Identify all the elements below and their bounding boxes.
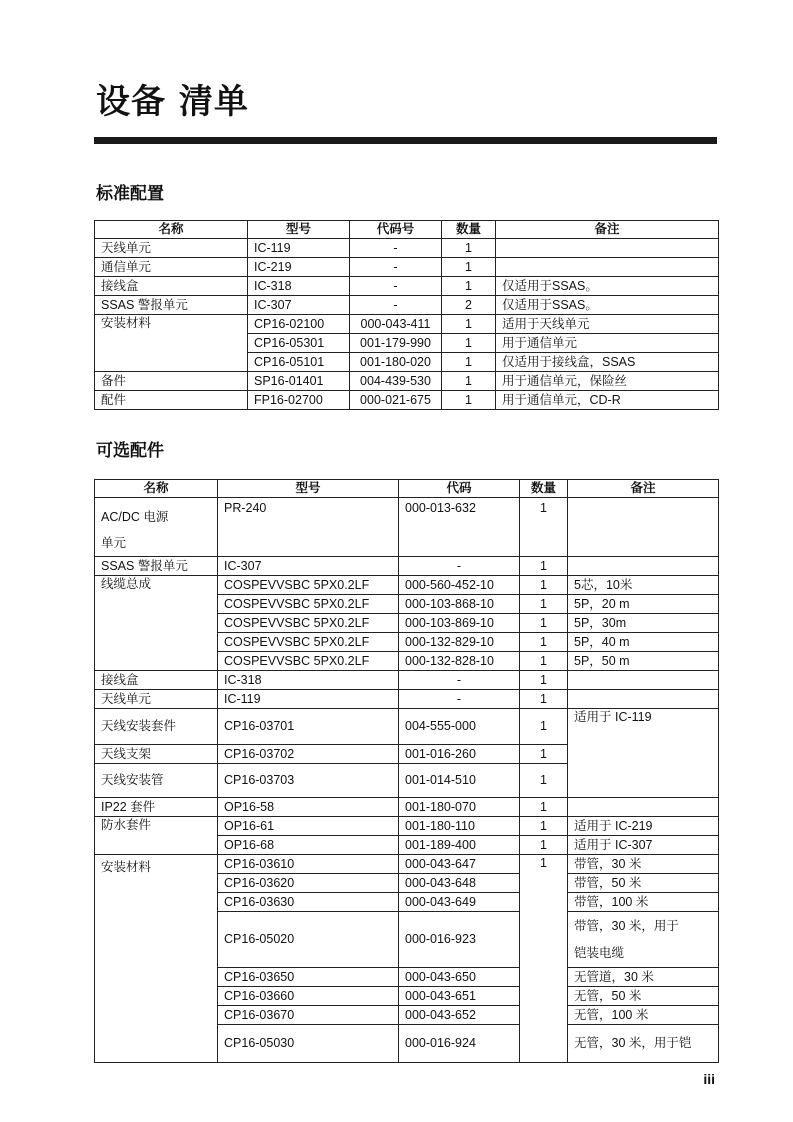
cell-name: 安装材料 [95,315,248,372]
cell-remark [568,690,719,709]
cell-model: OP16-68 [218,836,399,855]
cell-name: 天线安装套件 [95,709,218,745]
cell-name: 线缆总成 [95,576,218,671]
cell-remark [568,557,719,576]
cell-name: SSAS 警报单元 [95,296,248,315]
cell-qty: 1 [442,277,496,296]
cell-code: 000-016-923 [399,912,520,968]
cell-code: - [350,258,442,277]
table-row [95,855,719,874]
cell-model: COSPEVVSBC 5PX0.2LF [218,576,399,595]
cell-remark [568,912,719,968]
cell-model: IC-307 [218,557,399,576]
cell-remark: 5芯，10米 [568,576,719,595]
page-number: iii [703,1071,715,1087]
cell-name: 防水套件 [95,817,218,855]
cell-qty: 1 [520,652,568,671]
cell-qty: 1 [442,334,496,353]
cell-model: CP16-03630 [218,893,399,912]
cell-model: COSPEVVSBC 5PX0.2LF [218,652,399,671]
cell-qty: 2 [442,296,496,315]
table-row [95,277,719,296]
cell-qty: 1 [520,614,568,633]
cell-name: 接线盒 [95,277,248,296]
optional-heading: 可选配件 [96,441,164,461]
cell-remark: 无管，50 米 [568,987,719,1006]
cell-qty: 1 [520,633,568,652]
cell-model: COSPEVVSBC 5PX0.2LF [218,614,399,633]
cell-code: 000-043-647 [399,855,520,874]
cell-code: 001-180-110 [399,817,520,836]
cell-remark: 用于通信单元，保险丝 [496,372,719,391]
cell-model: CP16-03620 [218,874,399,893]
cell-code: 000-043-648 [399,874,520,893]
cell-code: 000-103-869-10 [399,614,520,633]
cell-remark [496,239,719,258]
cell-remark: 适用于 IC-307 [568,836,719,855]
cell-model: CP16-03703 [218,764,399,798]
cell-qty: 1 [520,557,568,576]
cell-remark: 带管，50 米 [568,874,719,893]
cell-code: - [350,296,442,315]
table-row [95,315,719,334]
cell-code: 000-021-675 [350,391,442,410]
cell-qty: 1 [520,855,568,1063]
cell-model: OP16-58 [218,798,399,817]
table-row [95,671,719,690]
cell-qty: 1 [520,671,568,690]
cell-code: 001-014-510 [399,764,520,798]
table-row [95,557,719,576]
table-row [95,391,719,410]
cell-code: - [399,671,520,690]
cell-remark: 5P，20 m [568,595,719,614]
cell-remark: 仅适用于接线盒，SSAS [496,353,719,372]
cell-name: 配件 [95,391,248,410]
table-row [95,258,719,277]
cell-qty: 1 [442,315,496,334]
cell-model: CP16-05020 [218,912,399,968]
cell-model: IC-119 [218,690,399,709]
cell-model: CP16-05101 [248,353,350,372]
cell-remark [496,258,719,277]
cell-code: 004-439-530 [350,372,442,391]
cell-remark: 仅适用于SSAS。 [496,277,719,296]
header-remark: 备注 [568,480,719,498]
cell-remark [568,498,719,557]
cell-qty: 1 [520,576,568,595]
header-model: 型号 [218,480,399,498]
table-row [95,817,719,836]
cell-remark: 5P，30m [568,614,719,633]
cell-model: CP16-05030 [218,1025,399,1063]
header-model: 型号 [248,221,350,239]
cell-code: 000-043-411 [350,315,442,334]
cell-qty: 1 [520,798,568,817]
cell-model: COSPEVVSBC 5PX0.2LF [218,595,399,614]
cell-code: 000-132-829-10 [399,633,520,652]
cell-name: 通信单元 [95,258,248,277]
cell-model: CP16-03670 [218,1006,399,1025]
cell-model: CP16-03610 [218,855,399,874]
standard-header-row [95,221,719,239]
table-row [95,798,719,817]
cell-name: 天线安装管 [95,764,218,798]
cell-name: 天线支架 [95,745,218,764]
standard-table [94,220,719,410]
cell-remark: 适用于天线单元 [496,315,719,334]
cell-code: 000-132-828-10 [399,652,520,671]
cell-name: 天线单元 [95,239,248,258]
cell-code: 004-555-000 [399,709,520,745]
cell-name: IP22 套件 [95,798,218,817]
acdc-name-line1: AC/DC 电源 [101,510,169,524]
cell-code: 000-103-868-10 [399,595,520,614]
cell-code: - [399,557,520,576]
cell-remark: 用于通信单元，CD-R [496,391,719,410]
cell-name: SSAS 警报单元 [95,557,218,576]
page-title: 设备 清单 [96,82,249,122]
cell-model: CP16-05301 [248,334,350,353]
header-name: 名称 [95,480,218,498]
cell-model: IC-119 [248,239,350,258]
cell-code: 000-043-650 [399,968,520,987]
cell-name [95,498,218,557]
table-row [95,576,719,595]
cell-remark: 带管，30 米 [568,855,719,874]
cell-model: CP16-02100 [248,315,350,334]
table-row [95,690,719,709]
cell-code: - [350,277,442,296]
cell-qty: 1 [442,372,496,391]
cell-model: CP16-03660 [218,987,399,1006]
optional-header-row [95,480,719,498]
cell-code: 001-179-990 [350,334,442,353]
cell-code: 000-013-632 [399,498,520,557]
cell-name: 天线单元 [95,690,218,709]
cell-qty: 1 [520,498,568,557]
cell-model: IC-318 [218,671,399,690]
cell-qty: 1 [520,690,568,709]
header-qty: 数量 [442,221,496,239]
cell-code: 001-180-070 [399,798,520,817]
cell-qty: 1 [520,595,568,614]
header-qty: 数量 [520,480,568,498]
cell-qty: 1 [520,709,568,745]
table-row [95,498,719,557]
cell-qty: 1 [442,239,496,258]
cell-qty: 1 [520,745,568,764]
cell-model: OP16-61 [218,817,399,836]
cell-code: - [399,690,520,709]
cell-remark: 仅适用于SSAS。 [496,296,719,315]
cell-remark [568,798,719,817]
header-remark: 备注 [496,221,719,239]
cell-model: CP16-03702 [218,745,399,764]
cell-qty: 1 [442,353,496,372]
cell-model: COSPEVVSBC 5PX0.2LF [218,633,399,652]
optional-table [94,479,719,1063]
standard-heading: 标准配置 [96,184,164,204]
cell-remark [568,671,719,690]
cell-qty: 1 [442,258,496,277]
header-code: 代码 [399,480,520,498]
cell-model: IC-219 [248,258,350,277]
cell-remark: 带管，100 米 [568,893,719,912]
table-row [95,239,719,258]
cell-remark: 无管，100 米 [568,1006,719,1025]
acdc-name-line2: 单元 [101,536,127,550]
table-row [95,372,719,391]
remark-line2: 铠装电缆 [574,945,625,960]
cell-model: PR-240 [218,498,399,557]
cell-code: 001-180-020 [350,353,442,372]
header-name: 名称 [95,221,248,239]
cell-code: 001-016-260 [399,745,520,764]
header-code: 代码号 [350,221,442,239]
cell-qty: 1 [520,764,568,798]
title-rule [94,137,717,144]
cell-remark: 5P，50 m [568,652,719,671]
cell-remark: 适用于 IC-119 [568,709,719,798]
cell-remark: 用于通信单元 [496,334,719,353]
cell-code: - [350,239,442,258]
cell-remark: 无管道，30 米 [568,968,719,987]
cell-remark: 无管，30 米，用于铠 [568,1025,719,1063]
cell-code: 001-189-400 [399,836,520,855]
cell-model: IC-318 [248,277,350,296]
cell-remark: 适用于 IC-219 [568,817,719,836]
cell-qty: 1 [520,817,568,836]
cell-code: 000-560-452-10 [399,576,520,595]
cell-code: 000-016-924 [399,1025,520,1063]
table-row [95,296,719,315]
cell-model: IC-307 [248,296,350,315]
remark-line1: 带管，30 米，用于 [574,918,679,933]
cell-code: 000-043-649 [399,893,520,912]
cell-model: CP16-03701 [218,709,399,745]
table-row [95,709,719,745]
cell-name: 备件 [95,372,248,391]
cell-code: 000-043-652 [399,1006,520,1025]
cell-remark: 5P，40 m [568,633,719,652]
cell-model: SP16-01401 [248,372,350,391]
cell-model: FP16-02700 [248,391,350,410]
cell-name: 安装材料 [95,855,218,1063]
cell-model: CP16-03650 [218,968,399,987]
cell-name: 接线盒 [95,671,218,690]
cell-code: 000-043-651 [399,987,520,1006]
cell-qty: 1 [442,391,496,410]
cell-qty: 1 [520,836,568,855]
